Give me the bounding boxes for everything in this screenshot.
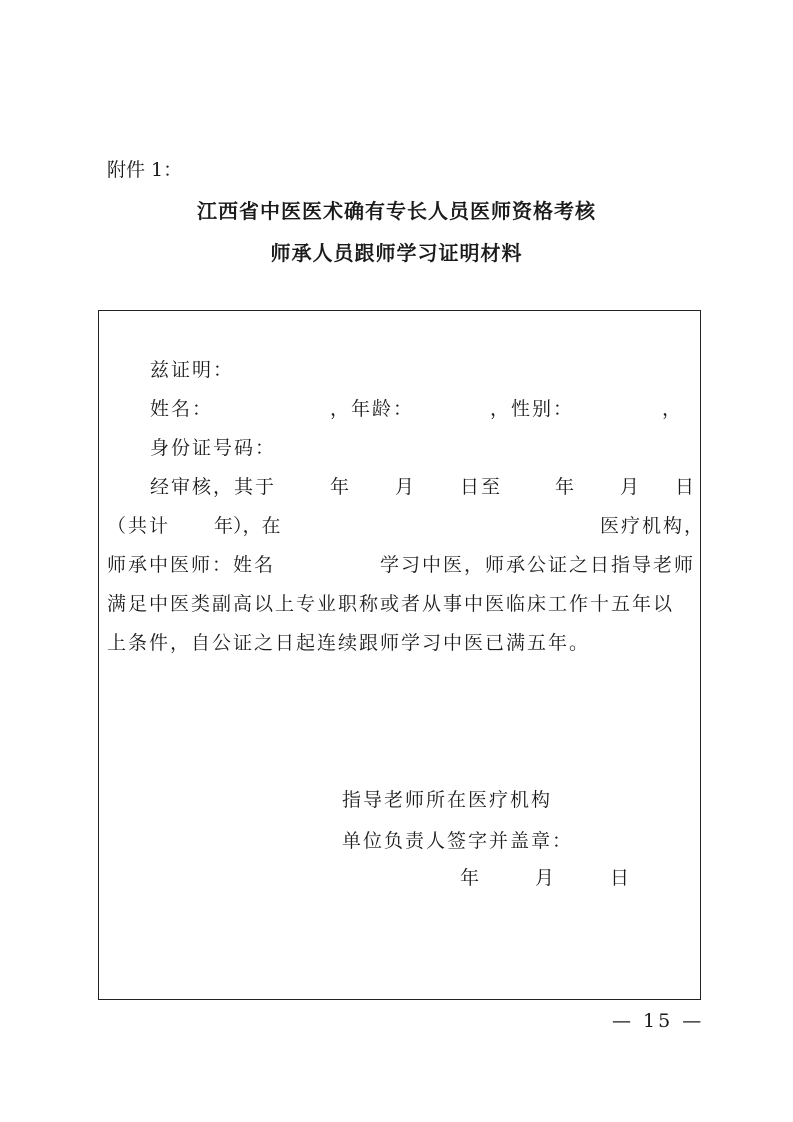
attachment-label: 附件 1： <box>107 159 183 181</box>
end-month: 月 <box>620 476 640 498</box>
name-label: 姓名： <box>150 398 214 420</box>
total-year: 年），在 <box>214 515 281 537</box>
signature-day: 日 <box>610 867 630 889</box>
gender-label: ，性别： <box>490 398 575 420</box>
total-open: （共计 <box>107 515 171 537</box>
paragraph-line3: 上条件，自公证之日起连续跟师学习中医已满五年。 <box>107 632 591 654</box>
institution-label: 医疗机构， <box>600 515 706 537</box>
start-month: 月 <box>395 476 415 498</box>
signature-month: 月 <box>535 867 555 889</box>
trailing-comma: ， <box>662 398 682 420</box>
start-year: 年 <box>330 476 350 498</box>
certify-text: 兹证明： <box>150 359 235 381</box>
review-text: 经审核，其于 <box>150 476 277 498</box>
end-day: 日 <box>675 476 695 498</box>
signature-institution: 指导老师所在医疗机构 <box>342 789 553 811</box>
signature-responsible-person: 单位负责人签字并盖章： <box>342 830 574 852</box>
id-number-label: 身份证号码： <box>150 437 277 459</box>
age-label: ，年龄： <box>330 398 415 420</box>
mentor-name-label: 师承中医师：姓名 <box>107 554 276 576</box>
document-title-line2: 师承人员跟师学习证明材料 <box>270 241 523 265</box>
page-number: — 15 — <box>612 1010 705 1032</box>
document-title-line1: 江西省中医医术确有专长人员医师资格考核 <box>197 199 596 223</box>
end-year: 年 <box>555 476 575 498</box>
paragraph-line2: 满足中医类副高以上专业职称或者从事中医临床工作十五年以 <box>107 593 675 615</box>
start-day-to: 日至 <box>460 476 503 498</box>
signature-year: 年 <box>460 867 480 889</box>
paragraph-line1: 学习中医，师承公证之日指导老师 <box>380 554 696 576</box>
